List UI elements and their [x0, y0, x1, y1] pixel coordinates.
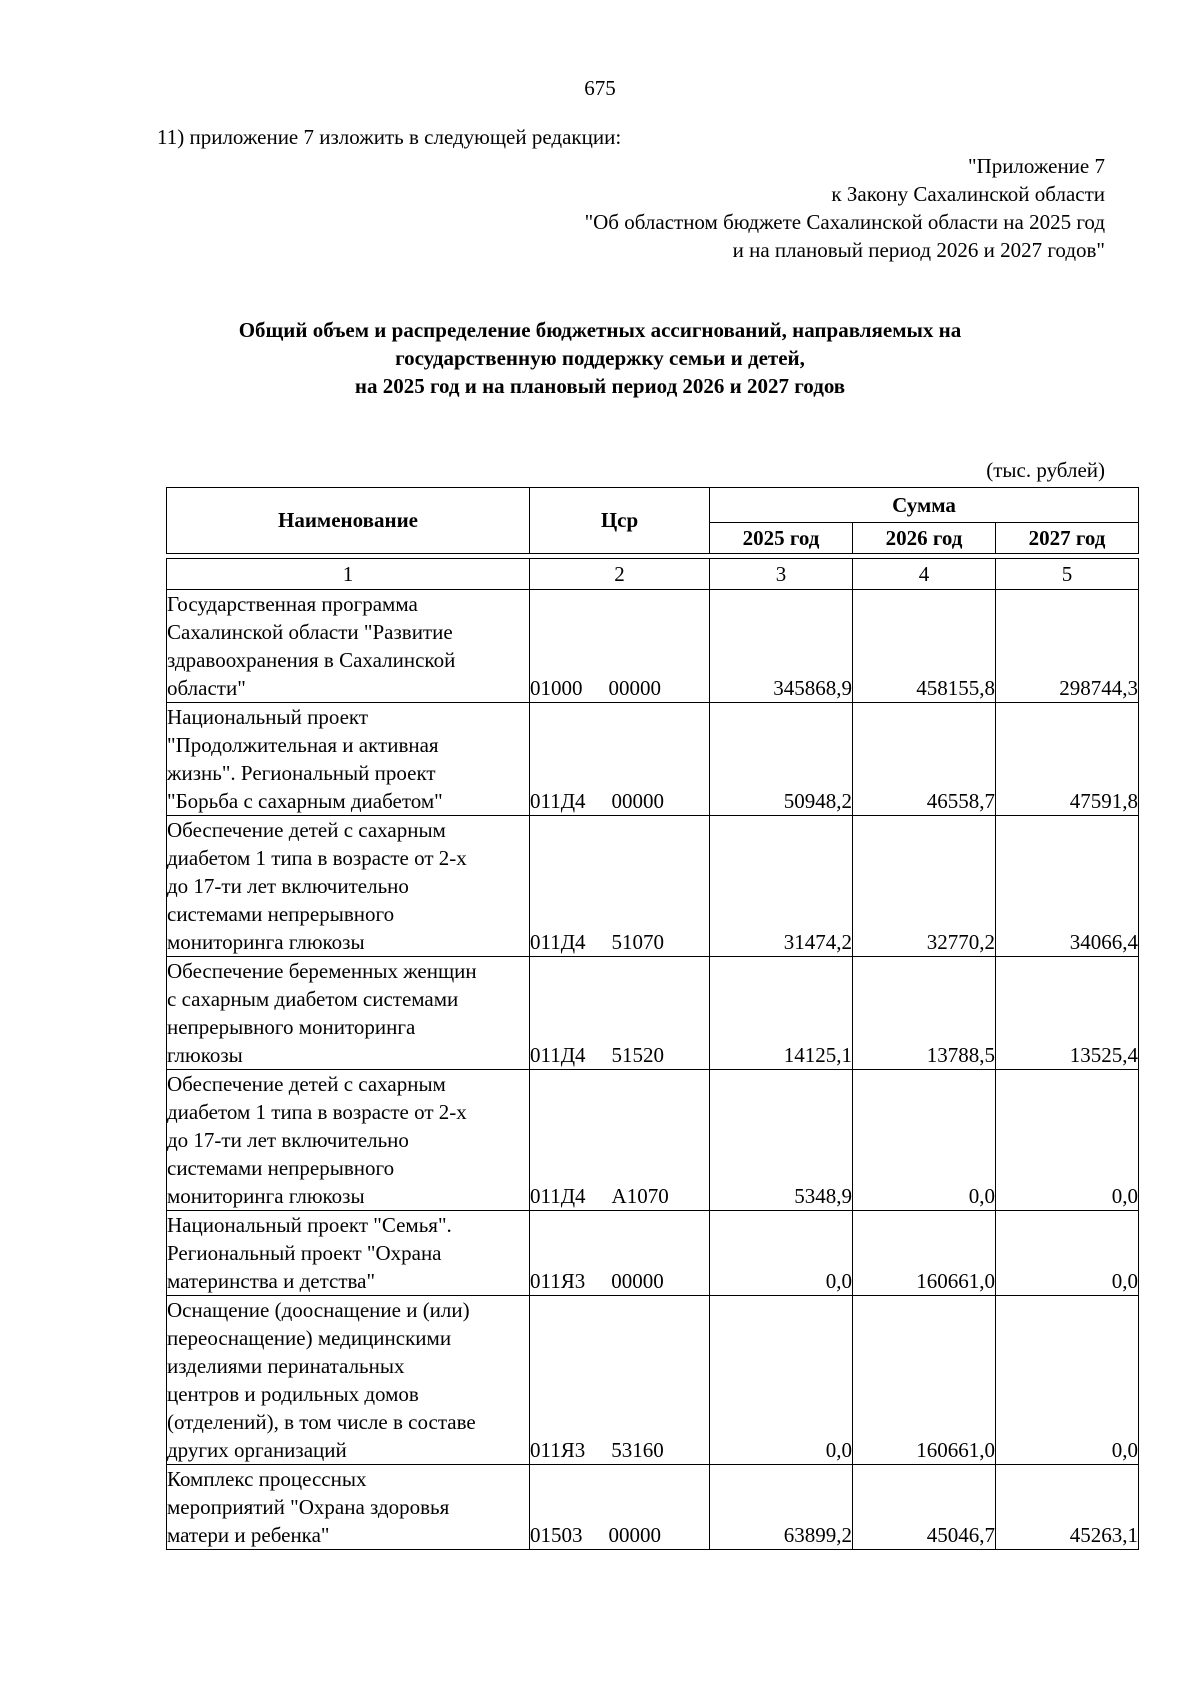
csr-direction-code: 00000 [611, 1269, 664, 1293]
header-2025: 2025 год [710, 523, 853, 554]
appendix-header [585, 152, 1105, 264]
csr-program-code: 011Д4 [530, 1043, 586, 1067]
table-row [167, 1211, 1139, 1296]
amount-2027: 298744,3 [996, 590, 1139, 703]
csr-direction-code: 53160 [611, 1438, 664, 1462]
amount-2025: 5348,9 [710, 1070, 853, 1211]
row-csr-code [530, 1465, 710, 1550]
row-name-line: непрерывного мониторинга [167, 1015, 416, 1039]
header-sum: Сумма [710, 488, 1139, 523]
row-name-line: Государственная программа [167, 592, 418, 616]
amount-2027: 47591,8 [996, 703, 1139, 816]
page-number: 675 [584, 76, 616, 100]
row-name-line: матери и ребенка" [167, 1523, 330, 1547]
row-name-line: материнства и детства" [167, 1269, 376, 1293]
row-csr-code [530, 816, 710, 957]
row-name-line: "Борьба с сахарным диабетом" [167, 789, 443, 813]
row-name-line: Оснащение (дооснащение и (или) [167, 1298, 470, 1322]
row-name-line: Сахалинской области "Развитие [167, 620, 453, 644]
row-name-line: мониторинга глюкозы [167, 930, 365, 954]
csr-direction-code: 51070 [611, 930, 665, 954]
row-name-line: (отделений), в том числе в составе [167, 1410, 476, 1434]
row-name [167, 590, 530, 703]
title-line: Общий объем и распределение бюджетных ассигнований, направляемых на [238, 318, 962, 342]
csr-direction-code: А1070 [611, 1184, 669, 1208]
row-name-line: жизнь". Региональный проект [167, 761, 436, 785]
row-name-line: центров и родильных домов [167, 1382, 419, 1406]
amount-2026: 0,0 [853, 1070, 996, 1211]
csr-program-code: 01503 [530, 1523, 583, 1547]
row-name-line: переоснащение) медицинскими [167, 1326, 452, 1350]
column-number: 2 [530, 559, 710, 590]
row-name-line: до 17-ти лет включительно [167, 874, 409, 898]
table-row [167, 1296, 1139, 1465]
row-name-line: "Продолжительная и активная [167, 733, 439, 757]
table-header [166, 487, 1139, 554]
row-name-line: диабетом 1 типа в возрасте от 2-х [167, 846, 467, 870]
row-name [167, 1465, 530, 1550]
row-name-line: Комплекс процессных [167, 1467, 367, 1491]
row-name [167, 1296, 530, 1465]
row-csr-code [530, 1296, 710, 1465]
row-name-line: мероприятий "Охрана здоровья [167, 1495, 450, 1519]
header-2026: 2026 год [853, 523, 996, 554]
row-name-line: системами непрерывного [167, 1156, 395, 1180]
row-name-line: Обеспечение детей с сахарным [167, 1072, 446, 1096]
header-2027: 2027 год [996, 523, 1139, 554]
row-name-line: здравоохранения в Сахалинской [167, 648, 456, 672]
csr-program-code: 011Д4 [530, 1184, 586, 1208]
budget-table [166, 558, 1139, 1550]
column-number: 5 [996, 559, 1139, 590]
appendix-header-line: "Приложение 7 [967, 154, 1105, 178]
table-row [167, 1070, 1139, 1211]
row-name-line: глюкозы [167, 1043, 243, 1067]
amount-2026: 458155,8 [853, 590, 996, 703]
table-row [167, 590, 1139, 703]
amount-2027: 0,0 [996, 1070, 1139, 1211]
amount-2026: 160661,0 [853, 1211, 996, 1296]
amount-2027: 34066,4 [996, 816, 1139, 957]
header-name: Наименование [167, 488, 530, 554]
column-number-row [167, 559, 1139, 590]
row-name-line: мониторинга глюкозы [167, 1184, 365, 1208]
row-name-line: изделиями перинатальных [167, 1354, 405, 1378]
row-csr-code [530, 590, 710, 703]
row-csr-code [530, 1211, 710, 1296]
column-number: 3 [710, 559, 853, 590]
row-name-line: Региональный проект "Охрана [167, 1241, 442, 1265]
csr-direction-code: 00000 [608, 676, 661, 700]
row-name-line: до 17-ти лет включительно [167, 1128, 409, 1152]
csr-program-code: 011Д4 [530, 930, 586, 954]
row-name [167, 1070, 530, 1211]
column-number: 1 [167, 559, 530, 590]
row-name-line: с сахарным диабетом системами [167, 987, 459, 1011]
amount-2025: 0,0 [710, 1211, 853, 1296]
header-csr: Цср [530, 488, 710, 554]
row-csr-code [530, 1070, 710, 1211]
row-name-line: Национальный проект "Семья". [167, 1213, 452, 1237]
table-row [167, 1465, 1139, 1550]
title-line: на 2025 год и на плановый период 2026 и 2027 годов [354, 374, 846, 398]
amount-2025: 14125,1 [710, 957, 853, 1070]
csr-program-code: 011Д4 [530, 789, 586, 813]
csr-direction-code: 00000 [611, 789, 665, 813]
row-name [167, 1211, 530, 1296]
csr-program-code: 011Я3 [530, 1269, 586, 1293]
amount-2027: 45263,1 [996, 1465, 1139, 1550]
amount-2026: 32770,2 [853, 816, 996, 957]
units-label: (тыс. рублей) [986, 458, 1105, 482]
row-name-line: системами непрерывного [167, 902, 395, 926]
row-csr-code [530, 957, 710, 1070]
csr-direction-code: 00000 [608, 1523, 661, 1547]
amount-2025: 63899,2 [710, 1465, 853, 1550]
csr-direction-code: 51520 [611, 1043, 665, 1067]
amount-2026: 13788,5 [853, 957, 996, 1070]
appendix-header-line: "Об областном бюджете Сахалинской области на 2025 год [584, 210, 1105, 234]
amount-2027: 13525,4 [996, 957, 1139, 1070]
amount-2026: 45046,7 [853, 1465, 996, 1550]
csr-program-code: 011Я3 [530, 1438, 586, 1462]
amount-2027: 0,0 [996, 1296, 1139, 1465]
appendix-header-line: и на плановый период 2026 и 2027 годов" [732, 238, 1105, 262]
table-row [167, 957, 1139, 1070]
csr-program-code: 01000 [530, 676, 583, 700]
table-row [167, 703, 1139, 816]
row-name-line: диабетом 1 типа в возрасте от 2-х [167, 1100, 467, 1124]
row-name-line: области" [167, 676, 246, 700]
amount-2025: 50948,2 [710, 703, 853, 816]
amendment-instruction: 11) приложение 7 изложить в следующей редакции: [157, 125, 622, 149]
row-name [167, 703, 530, 816]
amount-2026: 160661,0 [853, 1296, 996, 1465]
row-name-line: Национальный проект [167, 705, 369, 729]
title-line: государственную поддержку семьи и детей, [395, 346, 805, 370]
column-number: 4 [853, 559, 996, 590]
amount-2025: 31474,2 [710, 816, 853, 957]
row-name-line: Обеспечение беременных женщин [167, 959, 477, 983]
row-name-line: Обеспечение детей с сахарным [167, 818, 446, 842]
amount-2025: 0,0 [710, 1296, 853, 1465]
table-row [167, 816, 1139, 957]
row-name [167, 957, 530, 1070]
amount-2026: 46558,7 [853, 703, 996, 816]
row-name-line: других организаций [167, 1438, 347, 1462]
appendix-header-line: к Закону Сахалинской области [831, 182, 1105, 206]
row-name [167, 816, 530, 957]
amount-2025: 345868,9 [710, 590, 853, 703]
amount-2027: 0,0 [996, 1211, 1139, 1296]
row-csr-code [530, 703, 710, 816]
document-title [150, 316, 1050, 400]
